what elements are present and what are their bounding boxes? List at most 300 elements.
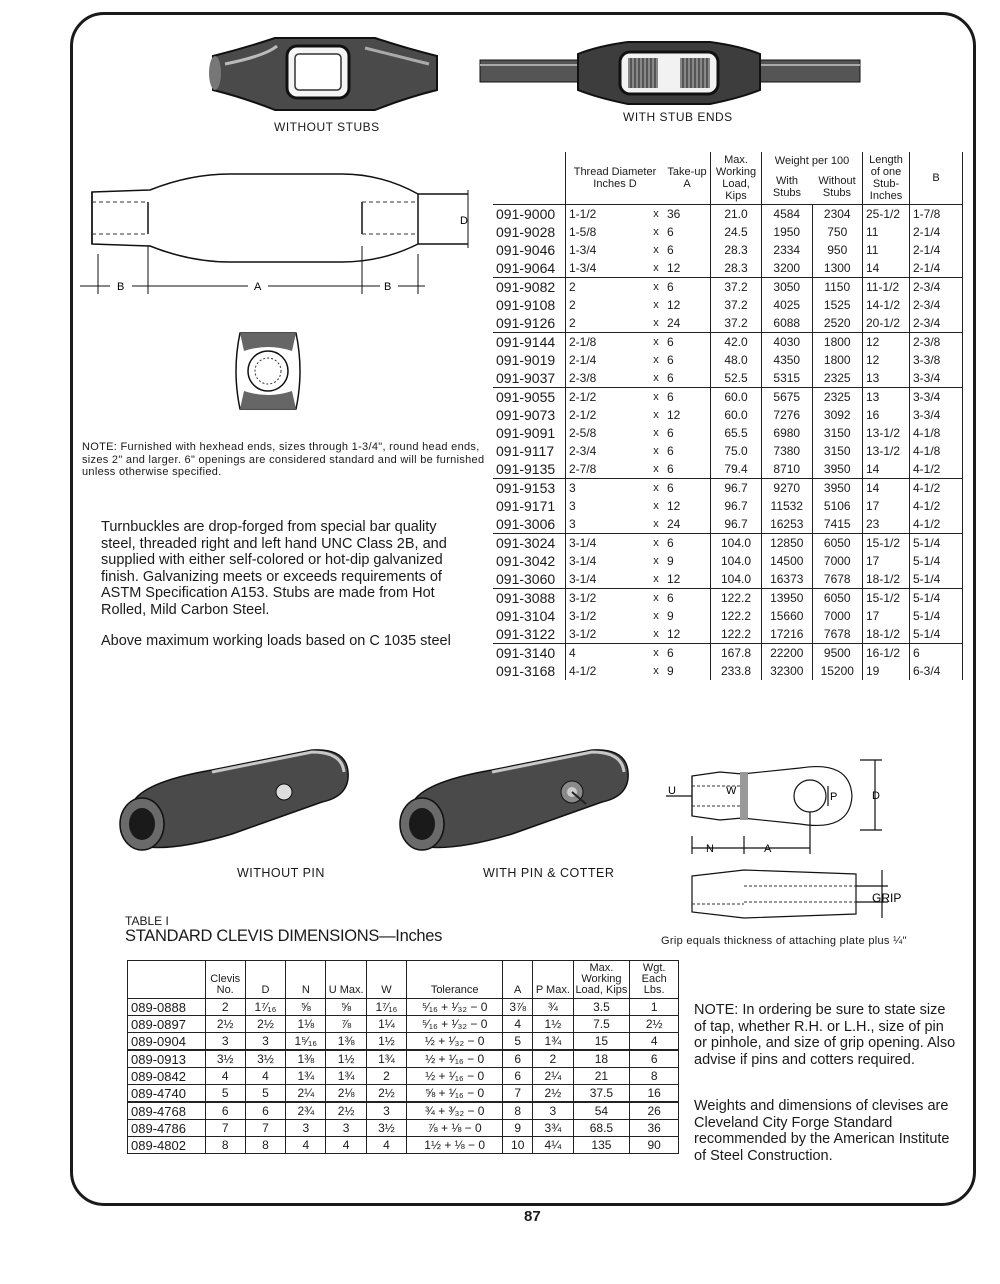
- turnbuckle-row: [493, 662, 963, 680]
- cell-catalog-no: 089-4740: [128, 1085, 206, 1103]
- clevis-table: [127, 960, 679, 1154]
- cell-times-sign: x: [648, 278, 664, 297]
- cell-clevis-no: 5: [205, 1085, 245, 1103]
- cell-clevis-no: 4: [205, 1068, 245, 1085]
- cell-stub-length: 23: [863, 515, 910, 534]
- cell-catalog-no: 091-3060: [496, 571, 556, 587]
- cell-max-load: 96.7: [711, 479, 762, 498]
- cell-weight-with-stubs: 3200: [762, 259, 813, 278]
- cell-tolerance: ½ + ¹⁄₁₆ − 0: [407, 1068, 503, 1085]
- cell-stub-length: 14: [863, 259, 910, 278]
- cell-times-sign: x: [648, 388, 664, 407]
- cell-thread-diameter: 3: [566, 479, 649, 498]
- cell-thread-diameter: 3-1/4: [566, 552, 649, 570]
- cell-catalog-no: 091-9000: [496, 206, 556, 222]
- cell-weight-with-stubs: 6088: [762, 314, 813, 333]
- cell-weight-with-stubs: 17216: [762, 625, 813, 644]
- cell-d: 8: [245, 1137, 285, 1154]
- cell-catalog-no: 091-3104: [496, 608, 556, 624]
- cell-w: 1¾: [366, 1050, 406, 1068]
- cell-stub-length: 13: [863, 369, 910, 388]
- cell-catalog-no: 091-9135: [496, 461, 556, 477]
- cell-takeup: 12: [667, 261, 681, 275]
- cell-weight-with-stubs: 4030: [762, 333, 813, 352]
- cell-w: 3½: [366, 1120, 406, 1137]
- cell-weight-with-stubs: 7380: [762, 442, 813, 460]
- cell-stub-length: 17: [863, 497, 910, 515]
- turnbuckle-row: [493, 333, 963, 352]
- clevis-table-label: TABLE I: [125, 914, 169, 928]
- clevis-row: [128, 1016, 679, 1033]
- cell-b-value: 5-1/4: [910, 607, 963, 625]
- cell-weight: 26: [630, 1102, 679, 1120]
- dim-d-clevis: D: [872, 790, 880, 802]
- cell-takeup: 9: [667, 609, 674, 623]
- cell-n: 1⅛: [286, 1016, 326, 1033]
- cell-max-load: 167.8: [711, 644, 762, 663]
- cell-times-sign: x: [653, 555, 659, 567]
- cell-weight-with-stubs: 16253: [762, 515, 813, 534]
- cell-thread-diameter: 4-1/2: [566, 662, 649, 680]
- cell-w: 2: [366, 1068, 406, 1085]
- cell-max-load: 37.2: [711, 296, 762, 314]
- cell-a: 6: [503, 1068, 533, 1085]
- turnbuckle-row: [493, 223, 963, 241]
- cell-stub-length: 13-1/2: [863, 424, 910, 442]
- dim-grip: GRIP: [872, 891, 902, 905]
- th-clevis-weight: Wgt. Each Lbs.: [630, 961, 679, 999]
- cell-stub-length: 11: [863, 223, 910, 241]
- cell-weight-with-stubs: 4025: [762, 296, 813, 314]
- cell-times-sign: x: [648, 333, 664, 352]
- cell-stub-length: 11: [863, 241, 910, 259]
- turnbuckle-row: [493, 460, 963, 479]
- page-number: 87: [524, 1208, 541, 1225]
- cell-weight-with-stubs: 4584: [762, 205, 813, 224]
- turnbuckle-row: [493, 259, 963, 278]
- turnbuckle-row: [493, 479, 963, 498]
- cell-catalog-no: 089-0842: [128, 1068, 206, 1085]
- cell-u: 2½: [326, 1102, 366, 1120]
- cell-times-sign: x: [648, 589, 664, 608]
- cell-times-sign: x: [653, 208, 659, 220]
- cell-stub-length: 18-1/2: [863, 570, 910, 589]
- cell-w: 1½: [366, 1033, 406, 1051]
- cell-u: 2⅛: [326, 1085, 366, 1103]
- cell-stub-length: 25-1/2: [863, 205, 910, 224]
- cell-b-value: 6: [910, 644, 963, 663]
- cell-a: 9: [503, 1120, 533, 1137]
- cell-catalog-no: 089-0904: [128, 1033, 206, 1051]
- cell-thread-diameter: 4: [566, 644, 649, 663]
- cell-tolerance: ⁵⁄₁₆ + ¹⁄₃₂ − 0: [407, 999, 503, 1016]
- cell-stub-length: 15-1/2: [863, 534, 910, 553]
- dim-b-left: B: [117, 281, 125, 293]
- cell-u: 3: [326, 1120, 366, 1137]
- dim-w: W: [726, 785, 737, 797]
- cell-p: 2: [533, 1050, 573, 1068]
- cell-max-load: 96.7: [711, 497, 762, 515]
- cell-takeup: 6: [667, 353, 674, 367]
- cell-takeup: 9: [667, 554, 674, 568]
- cell-thread-diameter: 3: [566, 515, 649, 534]
- cell-takeup: 12: [667, 627, 681, 641]
- clevis-standard-note: Weights and dimensions of clevises are Cleveland City Forge Standard recommended by the American Institute of Steel Construction.: [694, 1098, 950, 1164]
- cell-times-sign: x: [653, 463, 659, 475]
- cell-d: 4: [245, 1068, 285, 1085]
- cell-b-value: 4-1/2: [910, 515, 963, 534]
- cell-max-load: 233.8: [711, 662, 762, 680]
- cell-weight-without-stubs: 750: [812, 223, 863, 241]
- cell-u: 4: [326, 1137, 366, 1154]
- th-b: B: [910, 152, 963, 205]
- cell-b-value: 3-3/4: [910, 388, 963, 407]
- turnbuckle-row: [493, 278, 963, 297]
- cell-max-load: 96.7: [711, 515, 762, 534]
- cell-catalog-no: 091-9028: [496, 224, 556, 240]
- cell-catalog-no: 091-9019: [496, 352, 556, 368]
- cell-thread-diameter: 1-5/8: [566, 223, 649, 241]
- cell-max-load: 48.0: [711, 351, 762, 369]
- cell-catalog-no: 089-4802: [128, 1137, 206, 1154]
- grip-note: Grip equals thickness of attaching plate plus ¼": [661, 935, 907, 947]
- cell-u: 1⅜: [326, 1033, 366, 1051]
- cell-thread-diameter: 2: [566, 278, 649, 297]
- cell-thread-diameter: 2-1/2: [566, 388, 649, 407]
- cell-tolerance: ⅞ + ⅛ − 0: [407, 1120, 503, 1137]
- cell-weight-without-stubs: 7678: [812, 570, 863, 589]
- cell-takeup: 6: [664, 644, 711, 663]
- th-clevis-p: P Max.: [533, 961, 573, 999]
- cell-a: 8: [503, 1102, 533, 1120]
- clevis-row: [128, 999, 679, 1016]
- cell-weight-without-stubs: 6050: [812, 589, 863, 608]
- cell-weight-without-stubs: 6050: [812, 534, 863, 553]
- clevis-row: [128, 1050, 679, 1068]
- cell-weight-with-stubs: 3050: [762, 278, 813, 297]
- turnbuckle-with-stubs-photo: [478, 38, 863, 108]
- cell-clevis-no: 6: [205, 1102, 245, 1120]
- turnbuckle-row: [493, 607, 963, 625]
- cell-weight-without-stubs: 7678: [812, 625, 863, 644]
- cell-thread-diameter: 3-1/2: [566, 607, 649, 625]
- cell-times-sign: x: [653, 573, 659, 585]
- caption-with-pin-cotter: WITH PIN & COTTER: [483, 866, 615, 880]
- th-max-load: Max. Working Load, Kips: [711, 152, 762, 205]
- cell-weight-without-stubs: 1150: [812, 278, 863, 297]
- cell-catalog-no: 091-3024: [493, 534, 566, 553]
- cell-b-value: 3-3/4: [910, 369, 963, 388]
- th-clevis-u: U Max.: [326, 961, 366, 999]
- cell-weight-without-stubs: 3092: [812, 406, 863, 424]
- cell-takeup: 6: [664, 479, 711, 498]
- cell-takeup: 6: [664, 333, 711, 352]
- cell-p: 3¾: [533, 1120, 573, 1137]
- cell-weight: 90: [630, 1137, 679, 1154]
- cell-times-sign: x: [653, 226, 659, 238]
- cell-b-value: 3-3/4: [910, 406, 963, 424]
- cell-thread-diameter: 1-1/2: [566, 205, 649, 224]
- cell-a: 4: [503, 1016, 533, 1033]
- cell-stub-length: 12: [863, 351, 910, 369]
- cell-times-sign: x: [648, 534, 664, 553]
- cell-weight-with-stubs: 12850: [762, 534, 813, 553]
- cell-catalog-no: 091-9037: [496, 370, 556, 386]
- cell-stub-length: 14: [863, 479, 910, 498]
- turnbuckle-without-stubs-photo: [205, 26, 445, 116]
- cell-u: ⅝: [326, 999, 366, 1016]
- cell-thread-diameter: 2-3/8: [566, 369, 649, 388]
- cell-weight-without-stubs: 1800: [812, 333, 863, 352]
- cell-b-value: 2-1/4: [910, 223, 963, 241]
- cell-weight-with-stubs: 16373: [762, 570, 813, 589]
- dim-u: U: [668, 785, 676, 797]
- cell-clevis-no: 3½: [205, 1050, 245, 1068]
- cell-b-value: 5-1/4: [910, 552, 963, 570]
- cell-weight-with-stubs: 9270: [762, 479, 813, 498]
- cell-clevis-no: 2½: [205, 1016, 245, 1033]
- cell-weight-without-stubs: 7000: [812, 607, 863, 625]
- cell-max-load: 7.5: [573, 1016, 630, 1033]
- cell-weight-without-stubs: 7415: [812, 515, 863, 534]
- cell-takeup: 9: [667, 664, 674, 678]
- turnbuckle-row: [493, 625, 963, 644]
- th-weight: Weight per 100: [762, 152, 863, 171]
- cell-times-sign: x: [653, 409, 659, 421]
- cell-n: 1⅜: [286, 1050, 326, 1068]
- cell-clevis-no: 7: [205, 1120, 245, 1137]
- cell-thread-diameter: 3-1/4: [566, 570, 649, 589]
- cell-weight-with-stubs: 15660: [762, 607, 813, 625]
- cell-thread-diameter: 3-1/4: [566, 534, 649, 553]
- cell-n: 4: [286, 1137, 326, 1154]
- cell-max-load: 104.0: [711, 534, 762, 553]
- clevis-dimension-drawing: [660, 750, 920, 940]
- cell-takeup: 12: [667, 499, 681, 513]
- cell-max-load: 68.5: [573, 1120, 630, 1137]
- cell-weight-without-stubs: 7000: [812, 552, 863, 570]
- cell-p: 1¾: [533, 1033, 573, 1051]
- cell-stub-length: 17: [863, 552, 910, 570]
- cell-takeup: 6: [667, 462, 674, 476]
- cell-d: 7: [245, 1120, 285, 1137]
- cell-thread-diameter: 1-3/4: [566, 259, 649, 278]
- cell-max-load: 65.5: [711, 424, 762, 442]
- cell-weight-with-stubs: 6980: [762, 424, 813, 442]
- cell-weight-with-stubs: 7276: [762, 406, 813, 424]
- cell-weight-without-stubs: 3150: [812, 442, 863, 460]
- cell-weight-without-stubs: 1300: [812, 259, 863, 278]
- cell-max-load: 135: [573, 1137, 630, 1154]
- cell-thread-diameter: 2-3/4: [566, 442, 649, 460]
- cell-max-load: 21.0: [711, 205, 762, 224]
- cell-max-load: 104.0: [711, 570, 762, 589]
- cell-catalog-no: 091-9064: [496, 260, 556, 276]
- cell-takeup: 6: [667, 371, 674, 385]
- cell-max-load: 15: [573, 1033, 630, 1051]
- cell-b-value: 5-1/4: [910, 534, 963, 553]
- cell-a: 3⅞: [503, 999, 533, 1016]
- th-takeup: Take-up A: [664, 152, 711, 205]
- cell-takeup: 12: [667, 572, 681, 586]
- cell-times-sign: x: [648, 644, 664, 663]
- cell-weight-with-stubs: 5675: [762, 388, 813, 407]
- cell-times-sign: x: [653, 317, 659, 329]
- cell-b-value: 5-1/4: [910, 625, 963, 644]
- turnbuckle-row: [493, 497, 963, 515]
- cell-b-value: 2-3/4: [910, 296, 963, 314]
- cell-max-load: 42.0: [711, 333, 762, 352]
- cell-takeup: 12: [667, 408, 681, 422]
- cell-takeup: 6: [664, 278, 711, 297]
- cell-weight-without-stubs: 2304: [812, 205, 863, 224]
- cell-weight-without-stubs: 15200: [812, 662, 863, 680]
- cell-stub-length: 16-1/2: [863, 644, 910, 663]
- cell-stub-length: 15-1/2: [863, 589, 910, 608]
- cell-w: 1¼: [366, 1016, 406, 1033]
- cell-b-value: 3-3/8: [910, 351, 963, 369]
- cell-weight: 16: [630, 1085, 679, 1103]
- cell-stub-length: 13-1/2: [863, 442, 910, 460]
- cell-thread-diameter: 3-1/2: [566, 589, 649, 608]
- cell-takeup: 24: [667, 316, 681, 330]
- cell-p: 1½: [533, 1016, 573, 1033]
- cell-w: 1⁷⁄₁₆: [366, 999, 406, 1016]
- cell-times-sign: x: [653, 628, 659, 640]
- cell-catalog-no: 091-9046: [496, 242, 556, 258]
- cell-n: ⅝: [286, 999, 326, 1016]
- turnbuckle-row: [493, 589, 963, 608]
- th-clevis-w: W: [366, 961, 406, 999]
- cell-weight-with-stubs: 22200: [762, 644, 813, 663]
- cell-catalog-no: 091-9073: [496, 407, 556, 423]
- dim-b-right: B: [384, 281, 392, 293]
- cell-catalog-no: 089-0897: [128, 1016, 206, 1033]
- cell-max-load: 28.3: [711, 259, 762, 278]
- cell-b-value: 4-1/8: [910, 442, 963, 460]
- clevis-row: [128, 1033, 679, 1051]
- cell-catalog-no: 091-9117: [496, 443, 555, 459]
- cell-stub-length: 18-1/2: [863, 625, 910, 644]
- cell-stub-length: 20-1/2: [863, 314, 910, 333]
- cell-catalog-no: 091-3122: [496, 626, 556, 642]
- turnbuckle-row: [493, 644, 963, 663]
- cell-takeup: 6: [664, 534, 711, 553]
- cell-times-sign: x: [653, 445, 659, 457]
- cell-thread-diameter: 2: [566, 296, 649, 314]
- cell-thread-diameter: 3-1/2: [566, 625, 649, 644]
- clevis-row: [128, 1102, 679, 1120]
- cell-a: 6: [503, 1050, 533, 1068]
- cell-a: 5: [503, 1033, 533, 1051]
- turnbuckle-row: [493, 515, 963, 534]
- cell-p: ¾: [533, 999, 573, 1016]
- cell-max-load: 104.0: [711, 552, 762, 570]
- cell-catalog-no: 091-3140: [493, 644, 566, 663]
- cell-max-load: 37.2: [711, 278, 762, 297]
- cell-catalog-no: 091-9171: [496, 498, 556, 514]
- turnbuckle-note: NOTE: Furnished with hexhead ends, sizes through 1-3/4", round head ends, sizes 2" and larger. 6" openings are considered standard and will be furnished unless otherwise specified.: [82, 441, 485, 478]
- cell-weight-with-stubs: 4350: [762, 351, 813, 369]
- turnbuckle-dimension-drawing: [80, 162, 490, 302]
- turnbuckle-row: [493, 241, 963, 259]
- cell-tolerance: ⁵⁄₁₆ + ¹⁄₃₂ − 0: [407, 1016, 503, 1033]
- cell-times-sign: x: [653, 372, 659, 384]
- cell-max-load: 79.4: [711, 460, 762, 479]
- cell-thread-diameter: 2-7/8: [566, 460, 649, 479]
- th-catalog-no: [493, 152, 566, 205]
- cell-weight-with-stubs: 1950: [762, 223, 813, 241]
- cell-catalog-no: 091-3168: [496, 663, 556, 679]
- cell-takeup: 6: [667, 444, 674, 458]
- cell-takeup: 6: [667, 243, 674, 257]
- cell-takeup: 12: [667, 298, 681, 312]
- th-clevis-tolerance: Tolerance: [407, 961, 503, 999]
- cell-max-load: 3.5: [573, 999, 630, 1016]
- clevis-row: [128, 1137, 679, 1154]
- clevis-row: [128, 1068, 679, 1085]
- cell-thread-diameter: 1-3/4: [566, 241, 649, 259]
- cell-catalog-no: 091-9126: [496, 315, 556, 331]
- cell-n: 1⁵⁄₁₆: [286, 1033, 326, 1051]
- cell-stub-length: 13: [863, 388, 910, 407]
- cell-thread-diameter: 2-1/4: [566, 351, 649, 369]
- cell-weight: 6: [630, 1050, 679, 1068]
- cell-thread-diameter: 2: [566, 314, 649, 333]
- cell-times-sign: x: [653, 244, 659, 256]
- cell-b-value: 5-1/4: [910, 570, 963, 589]
- dim-a: A: [254, 281, 262, 293]
- cell-weight-without-stubs: 1525: [812, 296, 863, 314]
- cell-n: 2¾: [286, 1102, 326, 1120]
- cell-max-load: 18: [573, 1050, 630, 1068]
- cell-stub-length: 17: [863, 607, 910, 625]
- cell-weight-with-stubs: 11532: [762, 497, 813, 515]
- turnbuckle-row: [493, 406, 963, 424]
- cell-max-load: 122.2: [711, 625, 762, 644]
- th-clevis-d: D: [245, 961, 285, 999]
- cell-weight: 4: [630, 1033, 679, 1051]
- cell-thread-diameter: 3: [566, 497, 649, 515]
- cell-stub-length: 11-1/2: [863, 278, 910, 297]
- cell-weight: 36: [630, 1120, 679, 1137]
- cell-times-sign: x: [653, 500, 659, 512]
- cell-n: 2¼: [286, 1085, 326, 1103]
- cell-catalog-no: 091-3042: [496, 553, 556, 569]
- cell-thread-diameter: 2-1/8: [566, 333, 649, 352]
- cell-tolerance: ½ + ¹⁄₁₆ − 0: [407, 1050, 503, 1068]
- cell-times-sign: x: [653, 354, 659, 366]
- cell-tolerance: ¾ + ³⁄₃₂ − 0: [407, 1102, 503, 1120]
- cell-clevis-no: 3: [205, 1033, 245, 1051]
- cell-b-value: 4-1/2: [910, 460, 963, 479]
- cell-catalog-no: 091-9091: [496, 425, 556, 441]
- cell-b-value: 2-1/4: [910, 241, 963, 259]
- cell-u: 1½: [326, 1050, 366, 1068]
- clevis-row: [128, 1120, 679, 1137]
- cell-stub-length: 16: [863, 406, 910, 424]
- cell-p: 2¼: [533, 1068, 573, 1085]
- turnbuckle-row: [493, 552, 963, 570]
- cell-weight-without-stubs: 9500: [812, 644, 863, 663]
- cell-catalog-no: 089-4768: [128, 1102, 206, 1120]
- cell-b-value: 2-1/4: [910, 259, 963, 278]
- dim-n: N: [706, 843, 714, 855]
- cell-thread-diameter: 2-5/8: [566, 424, 649, 442]
- cell-weight-without-stubs: 950: [812, 241, 863, 259]
- turnbuckle-row: [493, 296, 963, 314]
- turnbuckle-row: [493, 424, 963, 442]
